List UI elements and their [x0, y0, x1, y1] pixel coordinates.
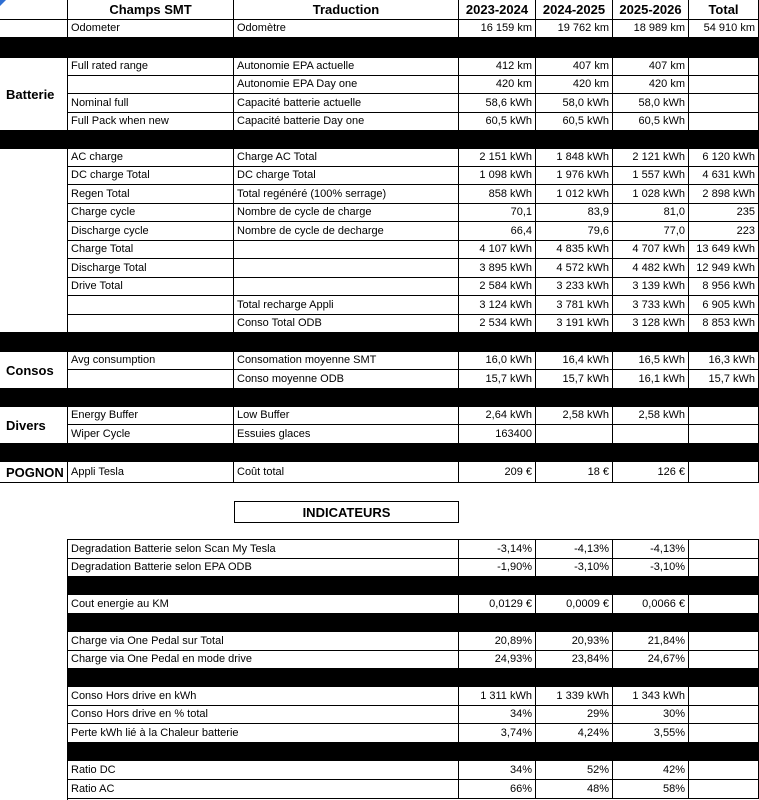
- indicator-value-cell[interactable]: 23,84%: [536, 651, 613, 669]
- value-cell[interactable]: 2 151 kWh: [459, 149, 536, 167]
- value-cell[interactable]: 16,4 kWh: [536, 352, 613, 370]
- separator-band-section: [0, 389, 68, 407]
- value-cell[interactable]: 8 853 kWh: [689, 315, 759, 333]
- field-name-cell[interactable]: [68, 296, 234, 315]
- value-cell[interactable]: 83,9: [536, 204, 613, 222]
- value-cell[interactable]: 1 557 kWh: [613, 167, 689, 185]
- indicator-value-cell[interactable]: [689, 559, 759, 577]
- indicator-label-cell[interactable]: Charge via One Pedal en mode drive: [68, 651, 459, 669]
- indicator-value-cell[interactable]: 48%: [536, 780, 613, 799]
- value-cell[interactable]: 407 km: [536, 58, 613, 76]
- value-cell[interactable]: 126 €: [613, 462, 689, 483]
- indicator-value-cell[interactable]: -3,14%: [459, 540, 536, 559]
- indicator-label-cell[interactable]: Conso Hors drive en % total: [68, 706, 459, 724]
- indicators-left-border: [67, 539, 68, 800]
- value-cell[interactable]: 858 kWh: [459, 185, 536, 204]
- indicator-value-cell[interactable]: [689, 540, 759, 559]
- value-cell[interactable]: 15,7 kWh: [536, 370, 613, 389]
- value-cell[interactable]: 4 107 kWh: [459, 241, 536, 259]
- indicator-value-cell[interactable]: [689, 761, 759, 780]
- value-cell[interactable]: 4 835 kWh: [536, 241, 613, 259]
- indicator-value-cell[interactable]: 0,0129 €: [459, 595, 536, 614]
- value-cell[interactable]: 70,1: [459, 204, 536, 222]
- value-cell[interactable]: 13 649 kWh: [689, 241, 759, 259]
- indicator-value-cell[interactable]: 20,89%: [459, 632, 536, 651]
- value-cell[interactable]: [689, 76, 759, 94]
- translation-cell[interactable]: Capacité batterie actuelle: [234, 94, 459, 113]
- indicator-value-cell[interactable]: 3,55%: [613, 724, 689, 743]
- value-cell[interactable]: 1 028 kWh: [613, 185, 689, 204]
- value-cell[interactable]: 6 120 kWh: [689, 149, 759, 167]
- indicator-value-cell[interactable]: -3,10%: [536, 559, 613, 577]
- header-2024-2025[interactable]: 2024-2025: [536, 0, 613, 20]
- indicator-label-cell[interactable]: Degradation Batterie selon Scan My Tesla: [68, 540, 459, 559]
- value-cell[interactable]: 60,5 kWh: [613, 113, 689, 131]
- translation-cell[interactable]: [234, 278, 459, 296]
- indicator-value-cell[interactable]: [689, 632, 759, 651]
- indicator-value-cell[interactable]: 30%: [613, 706, 689, 724]
- value-cell[interactable]: 163400: [459, 425, 536, 444]
- value-cell[interactable]: 2,64 kWh: [459, 407, 536, 425]
- indicator-value-cell[interactable]: -4,13%: [613, 540, 689, 559]
- header-2025-2026[interactable]: 2025-2026: [613, 0, 689, 20]
- indicator-value-cell[interactable]: 52%: [536, 761, 613, 780]
- field-name-cell[interactable]: DC charge Total: [68, 167, 234, 185]
- field-name-cell[interactable]: Regen Total: [68, 185, 234, 204]
- value-cell[interactable]: 1 012 kWh: [536, 185, 613, 204]
- translation-cell[interactable]: Essuies glaces: [234, 425, 459, 444]
- value-cell[interactable]: 18 989 km: [613, 20, 689, 38]
- translation-cell[interactable]: [234, 241, 459, 259]
- separator-band: [68, 389, 759, 407]
- value-cell[interactable]: 2 898 kWh: [689, 185, 759, 204]
- value-cell[interactable]: 3 139 kWh: [613, 278, 689, 296]
- field-name-cell[interactable]: [68, 315, 234, 333]
- value-cell[interactable]: 12 949 kWh: [689, 259, 759, 278]
- section-label[interactable]: Consos: [0, 352, 68, 389]
- value-cell[interactable]: 407 km: [613, 58, 689, 76]
- value-cell[interactable]: 58,6 kWh: [459, 94, 536, 113]
- indicator-label-cell[interactable]: Degradation Batterie selon EPA ODB: [68, 559, 459, 577]
- indicator-value-cell[interactable]: -3,10%: [613, 559, 689, 577]
- field-name-cell[interactable]: [68, 76, 234, 94]
- translation-cell[interactable]: Odomètre: [234, 20, 459, 38]
- value-cell[interactable]: 16,3 kWh: [689, 352, 759, 370]
- indicator-value-cell[interactable]: 58%: [613, 780, 689, 799]
- value-cell[interactable]: 2,58 kWh: [536, 407, 613, 425]
- value-cell[interactable]: 66,4: [459, 222, 536, 241]
- value-cell[interactable]: 412 km: [459, 58, 536, 76]
- indicator-value-cell[interactable]: 3,74%: [459, 724, 536, 743]
- indicator-value-cell[interactable]: 1 343 kWh: [613, 687, 689, 706]
- field-name-cell[interactable]: Discharge cycle: [68, 222, 234, 241]
- indicator-value-cell[interactable]: [689, 706, 759, 724]
- value-cell[interactable]: 3 733 kWh: [613, 296, 689, 315]
- translation-cell[interactable]: Total recharge Appli: [234, 296, 459, 315]
- field-name-cell[interactable]: Wiper Cycle: [68, 425, 234, 444]
- value-cell[interactable]: 420 km: [459, 76, 536, 94]
- translation-cell[interactable]: Conso Total ODB: [234, 315, 459, 333]
- field-name-cell[interactable]: Appli Tesla: [68, 462, 234, 483]
- indicator-label-cell[interactable]: Ratio AC: [68, 780, 459, 799]
- section-label[interactable]: POGNON: [0, 462, 68, 483]
- value-cell[interactable]: 420 km: [536, 76, 613, 94]
- translation-cell[interactable]: [234, 259, 459, 278]
- value-cell[interactable]: 3 781 kWh: [536, 296, 613, 315]
- value-cell[interactable]: 2 121 kWh: [613, 149, 689, 167]
- indicator-value-cell[interactable]: 1 339 kWh: [536, 687, 613, 706]
- field-name-cell[interactable]: AC charge: [68, 149, 234, 167]
- value-cell[interactable]: [689, 407, 759, 425]
- indicator-value-cell[interactable]: 42%: [613, 761, 689, 780]
- indicators-top-border: [68, 539, 759, 540]
- value-cell[interactable]: [536, 425, 613, 444]
- indicator-value-cell[interactable]: 66%: [459, 780, 536, 799]
- indicator-label-cell[interactable]: Cout energie au KM: [68, 595, 459, 614]
- value-cell[interactable]: [689, 58, 759, 76]
- indicator-value-cell[interactable]: [689, 724, 759, 743]
- value-cell[interactable]: 15,7 kWh: [459, 370, 536, 389]
- value-cell[interactable]: 2 584 kWh: [459, 278, 536, 296]
- value-cell[interactable]: 54 910 km: [689, 20, 759, 38]
- field-name-cell[interactable]: Drive Total: [68, 278, 234, 296]
- value-cell[interactable]: 1 848 kWh: [536, 149, 613, 167]
- value-cell[interactable]: 77,0: [613, 222, 689, 241]
- value-cell[interactable]: 2 534 kWh: [459, 315, 536, 333]
- separator-band-section: [0, 131, 68, 149]
- value-cell[interactable]: 4 572 kWh: [536, 259, 613, 278]
- translation-cell[interactable]: Nombre de cycle de decharge: [234, 222, 459, 241]
- value-cell[interactable]: 16,1 kWh: [613, 370, 689, 389]
- indicator-value-cell[interactable]: 4,24%: [536, 724, 613, 743]
- indicator-value-cell[interactable]: 34%: [459, 761, 536, 780]
- indicator-value-cell[interactable]: 29%: [536, 706, 613, 724]
- indicator-value-cell[interactable]: 0,0009 €: [536, 595, 613, 614]
- indicator-label-cell[interactable]: Perte kWh lié à la Chaleur batterie: [68, 724, 459, 743]
- value-cell[interactable]: 3 124 kWh: [459, 296, 536, 315]
- value-cell[interactable]: 19 762 km: [536, 20, 613, 38]
- indicator-value-cell[interactable]: 24,67%: [613, 651, 689, 669]
- indicator-separator-band: [68, 669, 759, 687]
- value-cell[interactable]: 1 976 kWh: [536, 167, 613, 185]
- section-cell[interactable]: [0, 149, 68, 333]
- indicator-value-cell[interactable]: [689, 651, 759, 669]
- value-cell[interactable]: 16,0 kWh: [459, 352, 536, 370]
- value-cell[interactable]: 3 895 kWh: [459, 259, 536, 278]
- translation-cell[interactable]: Charge AC Total: [234, 149, 459, 167]
- indicateurs-title: INDICATEURS: [234, 501, 459, 523]
- value-cell[interactable]: 223: [689, 222, 759, 241]
- field-name-cell[interactable]: Avg consumption: [68, 352, 234, 370]
- value-cell[interactable]: 60,5 kWh: [536, 113, 613, 131]
- value-cell[interactable]: [689, 113, 759, 131]
- value-cell[interactable]: [689, 462, 759, 483]
- indicator-value-cell[interactable]: [689, 687, 759, 706]
- field-name-cell[interactable]: Odometer: [68, 20, 234, 38]
- separator-band-section: [0, 38, 68, 58]
- separator-band: [68, 131, 759, 149]
- indicator-value-cell[interactable]: [689, 595, 759, 614]
- value-cell[interactable]: 58,0 kWh: [536, 94, 613, 113]
- value-cell[interactable]: 4 482 kWh: [613, 259, 689, 278]
- indicator-value-cell[interactable]: 24,93%: [459, 651, 536, 669]
- translation-cell[interactable]: DC charge Total: [234, 167, 459, 185]
- separator-band-section: [0, 333, 68, 352]
- indicator-separator-band: [68, 577, 759, 595]
- indicator-value-cell[interactable]: 0,0066 €: [613, 595, 689, 614]
- field-name-cell[interactable]: Discharge Total: [68, 259, 234, 278]
- separator-band: [68, 38, 759, 58]
- header-traduction[interactable]: Traduction: [234, 0, 459, 20]
- field-name-cell[interactable]: Energy Buffer: [68, 407, 234, 425]
- value-cell[interactable]: [689, 94, 759, 113]
- translation-cell[interactable]: Nombre de cycle de charge: [234, 204, 459, 222]
- header-champs-smt[interactable]: Champs SMT: [68, 0, 234, 20]
- indicator-separator-band: [68, 743, 759, 761]
- indicator-value-cell[interactable]: 21,84%: [613, 632, 689, 651]
- translation-cell[interactable]: Conso moyenne ODB: [234, 370, 459, 389]
- value-cell[interactable]: 209 €: [459, 462, 536, 483]
- section-label[interactable]: Batterie: [0, 58, 68, 131]
- field-name-cell[interactable]: Charge Total: [68, 241, 234, 259]
- value-cell[interactable]: 6 905 kWh: [689, 296, 759, 315]
- header-empty-cell[interactable]: [0, 0, 68, 20]
- value-cell[interactable]: 60,5 kWh: [459, 113, 536, 131]
- indicator-value-cell[interactable]: -1,90%: [459, 559, 536, 577]
- indicator-value-cell[interactable]: 20,93%: [536, 632, 613, 651]
- value-cell[interactable]: 8 956 kWh: [689, 278, 759, 296]
- indicator-value-cell[interactable]: 1 311 kWh: [459, 687, 536, 706]
- value-cell[interactable]: 81,0: [613, 204, 689, 222]
- value-cell[interactable]: [689, 425, 759, 444]
- value-cell[interactable]: 16,5 kWh: [613, 352, 689, 370]
- value-cell[interactable]: 3 233 kWh: [536, 278, 613, 296]
- translation-cell[interactable]: Autonomie EPA Day one: [234, 76, 459, 94]
- indicator-value-cell[interactable]: -4,13%: [536, 540, 613, 559]
- separator-band-section: [0, 444, 68, 462]
- value-cell[interactable]: 15,7 kWh: [689, 370, 759, 389]
- indicator-separator-band: [68, 614, 759, 632]
- value-cell[interactable]: 2,58 kWh: [613, 407, 689, 425]
- field-name-cell[interactable]: Charge cycle: [68, 204, 234, 222]
- separator-band: [68, 333, 759, 352]
- header-2023-2024[interactable]: 2023-2024: [459, 0, 536, 20]
- indicator-value-cell[interactable]: 34%: [459, 706, 536, 724]
- value-cell[interactable]: 3 191 kWh: [536, 315, 613, 333]
- value-cell[interactable]: 79,6: [536, 222, 613, 241]
- indicator-label-cell[interactable]: Ratio DC: [68, 761, 459, 780]
- section-label[interactable]: Divers: [0, 407, 68, 444]
- value-cell[interactable]: 18 €: [536, 462, 613, 483]
- value-cell[interactable]: 3 128 kWh: [613, 315, 689, 333]
- value-cell[interactable]: 1 098 kWh: [459, 167, 536, 185]
- indicator-value-cell[interactable]: [689, 780, 759, 799]
- value-cell[interactable]: 4 631 kWh: [689, 167, 759, 185]
- translation-cell[interactable]: Capacité batterie Day one: [234, 113, 459, 131]
- translation-cell[interactable]: Low Buffer: [234, 407, 459, 425]
- value-cell[interactable]: 58,0 kWh: [613, 94, 689, 113]
- field-name-cell[interactable]: [68, 370, 234, 389]
- translation-cell[interactable]: Autonomie EPA actuelle: [234, 58, 459, 76]
- field-name-cell[interactable]: Nominal full: [68, 94, 234, 113]
- translation-cell[interactable]: Coût total: [234, 462, 459, 483]
- value-cell[interactable]: 235: [689, 204, 759, 222]
- translation-cell[interactable]: Total regénéré (100% serrage): [234, 185, 459, 204]
- value-cell[interactable]: [613, 425, 689, 444]
- indicator-label-cell[interactable]: Charge via One Pedal sur Total: [68, 632, 459, 651]
- header-total[interactable]: Total: [689, 0, 759, 20]
- indicator-label-cell[interactable]: Conso Hors drive en kWh: [68, 687, 459, 706]
- value-cell[interactable]: 4 707 kWh: [613, 241, 689, 259]
- value-cell[interactable]: 420 km: [613, 76, 689, 94]
- section-cell[interactable]: [0, 20, 68, 38]
- field-name-cell[interactable]: Full rated range: [68, 58, 234, 76]
- separator-band: [68, 444, 759, 462]
- translation-cell[interactable]: Consomation moyenne SMT: [234, 352, 459, 370]
- field-name-cell[interactable]: Full Pack when new: [68, 113, 234, 131]
- value-cell[interactable]: 16 159 km: [459, 20, 536, 38]
